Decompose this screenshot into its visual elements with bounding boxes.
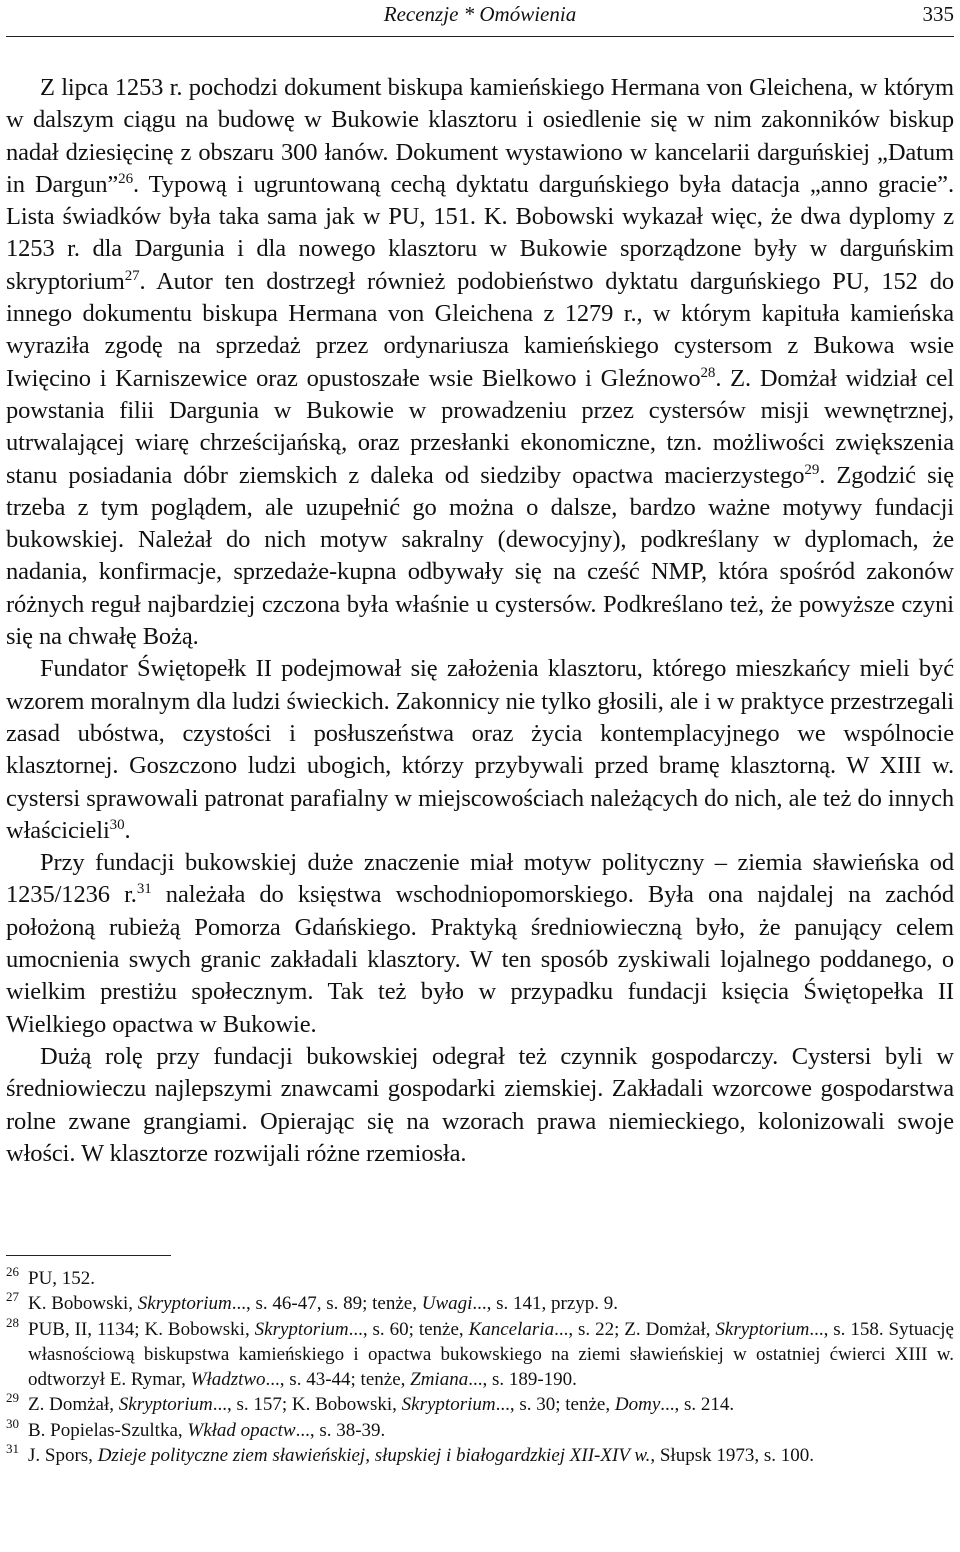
footnote-ref-27: 27 — [124, 267, 140, 284]
paragraph-2 — [6, 653, 954, 847]
footnote-text: ..., s. 141, przyp. 9. — [472, 1293, 619, 1315]
footnote-title: Skryptorium — [118, 1394, 213, 1416]
footnote-text: ..., s. 22; Z. Domżał, — [554, 1318, 716, 1340]
footnote-ref-26: 26 — [118, 170, 133, 187]
footnote-26 — [6, 1266, 954, 1291]
footnote-title: Wkład opactw — [187, 1419, 296, 1441]
footnote-30 — [6, 1415, 954, 1443]
footnote-27 — [6, 1291, 954, 1316]
footnote-number: 30 — [6, 1415, 19, 1431]
footnote-text: , Słupsk 1973, s. 100. — [650, 1445, 814, 1467]
footnote-text: ..., s. 214. — [660, 1394, 735, 1416]
text-run: . Zgodzić się trzeba z tym poglądem, ale uzupełnić go można o dalsze, bardzo ważne motywy fundacji bukowskiej. Należał do nich motyw sakralny (dewocyjny), podkreślany w dyplomach, że nadania, konfirmacje, sprzedaże-kupna odbywały się na cześć NMP, która spośród zakonów różnych reguł najbardziej czczona była właśnie u cystersów. Podkreślano też, że powyższe czyni się na chwałę Bożą. — [6, 461, 954, 651]
footnote-text: PU, 152. — [28, 1268, 96, 1289]
footnote-title: Dzieje polityczne ziem sławieńskiej, słupskiej i białogardzkiej XII-XIV w. — [97, 1445, 651, 1467]
footnote-title: Skryptorium — [254, 1318, 349, 1340]
paragraph-4: Dużą rolę przy fundacji bukowskiej odegrał też czynnik gospodarczy. Cystersi byli w średniowieczu najlepszymi znawcami gospodarki ziemskiej. Zakładali wzorcowe gospodarstwa rolne zwane grangiami. Opierając się na wzorach prawa niemieckiego, kolonizowali swoje włości. W klasztorze rozwijali różne rzemiosła. — [6, 1042, 954, 1167]
text-run: należała do księstwa wschodniopomorskiego. Była ona najdalej na zachód położoną rubieżą Pomorza Gdańskiego. Praktyką średniowieczną było, że panujący celem umocnienia swych granic zakładali klasztory. W ten sposób zyskiwali lojalnego poddanego, o wielkim prestiżu społecznym. Tak też było w przypadku fundacji księcia Świętopełka II Wielkiego opactwa w Bukowie. — [6, 881, 954, 1038]
footnote-title: Domy — [614, 1394, 661, 1416]
main-text — [6, 72, 954, 1170]
footnote-ref-29: 29 — [804, 461, 820, 478]
footnote-28 — [6, 1314, 954, 1393]
footnote-ref-30: 30 — [109, 816, 125, 833]
page-header — [6, 0, 954, 37]
footnotes — [6, 1266, 954, 1468]
footnote-text: PUB, II, 1134; K. Bobowski, — [28, 1318, 255, 1340]
footnote-text: ..., s. 46-47, s. 89; tenże, — [231, 1293, 422, 1315]
text-run: Przy fundacji bukowskiej duże znaczenie miał motyw polityczny – ziemia sławieńska od 1235/1236 r. — [6, 849, 954, 909]
footnote-text: ..., s. 189-190. — [468, 1369, 577, 1391]
footnote-ref-28: 28 — [700, 364, 716, 381]
footnote-title: Skryptorium — [137, 1293, 232, 1315]
footnote-text: ..., s. 60; tenże, — [348, 1318, 469, 1340]
footnote-number: 29 — [6, 1390, 19, 1406]
footnote-text: J. Spors, — [28, 1445, 98, 1467]
footnote-text: B. Popielas-Szultka, — [28, 1419, 188, 1441]
text-run: . Autor ten dostrzegł również podobieństwo dyktatu darguńskiego PU, 152 do innego dokumentu biskupa Hermana von Gleichena z 1279 r., w którym kapituła kamieńska wyraziła zgodę na sprzedaż przez ordynariusza kamieńskiego cystersom z Bukowa wsie Iwięcino i Karniszewice oraz opustoszałe wsie Bielkowo i Gleźnowo — [6, 267, 954, 392]
footnote-31 — [6, 1443, 954, 1468]
footnote-text: ..., s. 43-44; tenże, — [265, 1369, 411, 1391]
footnote-number: 27 — [6, 1289, 19, 1305]
footnote-text: ..., s. 30; tenże, — [495, 1394, 615, 1416]
paragraph-1 — [6, 72, 954, 653]
text-run: Fundator Świętopełk II podejmował się założenia klasztoru, którego mieszkańcy mieli być wzorem moralnym dla ludzi świeckich. Zakonnicy nie tylko głosili, ale i w praktyce przestrzegali zasad ubóstwa, czystości i posłuszeństwa oraz życia kontemplacyjnego we wspólnocie klasztornej. Goszczono ludzi ubogich, którzy przybywali przed bramę klasztorną. W XIII w. cystersi sprawowali patronat parafialny w miejscowościach należących do nich, ale też do innych właścicieli — [6, 655, 954, 844]
text-run: . Z. Domżał widział cel powstania filii Dargunia w Bukowie w prowadzeniu przez cystersów misji wewnętrznej, utrwalającej wiarę chrześcijańską, oraz przesłanki ekonomiczne, tzn. możliwości zwiększenia stanu posiadania dóbr ziemskich z daleka od siedziby opactwa macierzystego — [6, 364, 955, 489]
footnote-29 — [6, 1392, 954, 1417]
footnote-text: ..., s. 157; K. Bobowski, — [212, 1394, 402, 1416]
footnote-title: Zmiana — [410, 1369, 469, 1391]
footnote-title: Uwagi — [421, 1293, 473, 1315]
footnote-text: K. Bobowski, — [28, 1293, 138, 1315]
text-run: . — [124, 816, 131, 844]
running-title: Recenzje * Omówienia — [383, 2, 577, 26]
footnote-number: 31 — [6, 1441, 19, 1457]
footnote-text: ..., s. 38-39. — [295, 1419, 386, 1441]
footnote-number: 26 — [6, 1264, 19, 1279]
text-run: . Typową i ugruntowaną cechą dyktatu darguńskiego była datacja „anno gracie”. Lista świadków była taka sama jak w PU, 151. K. Bobowski wykazał więc, że dwa dyplomy z 1253 r. dla Dargunia i dla nowego klasztoru w Bukowie sporządzone były w darguńskim skryptorium — [6, 170, 954, 295]
footnote-title: Władztwo — [190, 1369, 266, 1391]
footnote-text: ..., s. 158. Sytuację własnościową biskupstwa kamieńskiego i opactwa bukowskiego na ziemi sławieńskiej w ostatniej ćwierci XIII w. odtworzył E. Rymar, — [28, 1318, 954, 1391]
text-run: Z lipca 1253 r. pochodzi dokument biskupa kamieńskiego Hermana von Gleichena, w którym w dalszym ciągu na budowę w Bukowie klasztoru i osiedlenie się w nim zakonników biskup nadał dziesięcinę z obszaru 300 łanów. Dokument wystawiono w kancelarii darguńskiej „Datum in Dargun” — [6, 74, 954, 198]
paragraph-3 — [6, 847, 954, 1041]
footnote-text: Z. Domżał, — [28, 1394, 119, 1416]
footnote-number: 28 — [6, 1314, 19, 1330]
footnote-title: Kancelaria — [468, 1318, 555, 1340]
footnote-separator — [6, 1255, 171, 1256]
footnote-title: Skryptorium — [401, 1394, 496, 1416]
footnote-ref-31: 31 — [136, 881, 152, 898]
page-number: 335 — [922, 2, 954, 26]
footnote-title: Skryptorium — [715, 1318, 810, 1340]
